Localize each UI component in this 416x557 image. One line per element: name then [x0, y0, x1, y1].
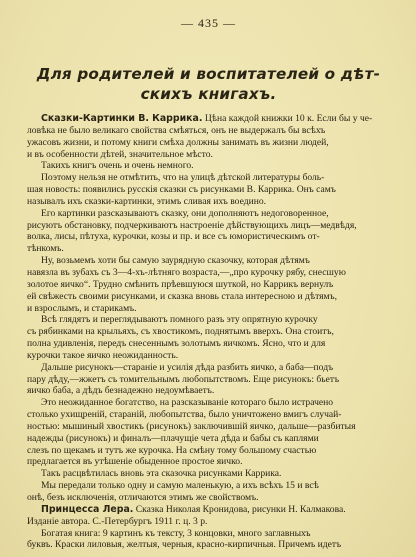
text-line: ей свѣжесть своими рисунками, и сказка вновь стала интересною и дѣтямъ,: [27, 290, 337, 302]
heading-line-2: скихъ книгахъ.: [140, 85, 277, 103]
text-line: Дальше рисунокъ—стараніе и усилія дѣда разбить яичко, а баба—подъ: [41, 361, 334, 373]
text-line: Всѣ глядятъ и переглядываютъ помного разъ эту опрятную курочку: [41, 314, 318, 326]
review-princess-lera: [27, 504, 390, 551]
review-title: Принцесса Лера.: [41, 503, 134, 515]
text-line: Его картинки разсказываютъ сказку, они дополняютъ недоговоренное,: [41, 207, 329, 219]
text-line: Поэтому нельзя не отмѣтить, что на улицѣ дѣтской литературы боль-: [41, 172, 325, 184]
text-line: ловѣка не было великаго свойства смѣяться, онъ не выдержалъ бы всѣхъ: [27, 124, 326, 136]
text-line: волка, лисы, пѣтуха, курочки, козы и пр. и все съ юмористическимъ от-: [27, 231, 320, 243]
text-line: буквъ. Краски лиловыя, желтыя, черныя, красно-кирпичныя. Причемъ идетъ: [27, 539, 342, 551]
text-line: Ну, возьмемъ хоти бы самую заурядную сказочку, которая дѣтямъ: [41, 255, 310, 267]
page-number: — 435 —: [181, 16, 236, 30]
review-title: Сказки-Картинки В. Каррика.: [41, 113, 203, 124]
text-line: навязла въ зубахъ съ 3—4-хъ-лѣтняго возраста,—„про курочку рябу, снесшую: [27, 266, 346, 278]
text-line: рисуютъ обстановку, подчеркиваютъ настроеніе дѣйствующихъ лицъ—медвѣдя,: [27, 219, 357, 231]
text-line: и въ особенности дѣтей, значительное мѣсто.: [27, 148, 213, 160]
review-first-line: Принцесса Лера. Сказка Николая Кронидова, рисунки Н. Калмакова.: [41, 503, 346, 515]
text-line: ужасовъ жизни, и потому книги смѣха должны занимать въ жизни людей,: [27, 136, 329, 148]
text-line: курочки такое яичко неожиданность.: [27, 349, 179, 361]
text-line: надежды (рисунокъ) и финалъ—плачущіе чета дѣда и бабы съ каплями: [27, 432, 319, 444]
text-line: Такъ расцвѣтилась вновь эта сказочка рисунками Каррика.: [41, 468, 282, 480]
text-line: полна удивленія, передъ снесеннымъ золотымъ яичкомъ. Ясно, что и для: [27, 338, 326, 350]
text-line: пару дѣду,—жжетъ съ томительнымъ любопытствомъ. Еще рисунокъ: бьетъ: [27, 373, 340, 385]
text-line: предлагается въ утѣшеніе обыденное простое яичко.: [27, 456, 243, 468]
review-first-line: Сказки-Картинки В. Каррика. Цѣна каждой книжки 10 к. Если бы у че-: [41, 113, 373, 124]
text-line: Это неожиданное богатство, на разсказываніе котораго было истрачено: [41, 397, 334, 409]
heading-line-1: Для родителей и воспитателей о дѣт-: [36, 65, 381, 83]
review-karrik: [27, 113, 390, 504]
text-line: Изданіе автора. С.-Петербургъ 1911 г. ц. 3 р.: [27, 515, 208, 527]
text-line: называлъ ихъ сказки-картинки, этимъ сливая ихъ воедино.: [27, 195, 267, 207]
text-line: слезъ по щекамъ и тутъ же курочка. На смѣну тому большому счастью: [27, 444, 317, 456]
text-line: Мы передали только одну и самую маленькую, а ихъ всѣхъ 15 и всѣ: [41, 480, 319, 492]
section-heading: [27, 64, 390, 104]
article-body: [27, 113, 390, 551]
text-line: золотое яичко“. Трудно смѣнить прѣевшуюся шуткой, но Каррикъ вернулъ: [27, 278, 334, 290]
text-line: шая новость: появились русскія сказки съ рисунками В. Каррика. Онъ самъ: [27, 184, 336, 196]
text-line: Богатая книга: 9 картинъ къ тексту, 3 концовки, много заглавныхъ: [41, 527, 311, 539]
text-line: столько ухищреній, стараній, любопытства, было уничтожено вмигъ случай-: [27, 409, 342, 421]
text-line: съ рябинками на крыльяхъ, съ хвостикомъ, поднятымъ вверхъ. Она стоитъ,: [27, 326, 334, 338]
text-line: яичко баба, а дѣдъ безнадежно недоумѣваетъ.: [27, 385, 215, 397]
text-line: тѣнкомъ.: [27, 243, 64, 255]
text-line: Такихъ книгъ очень и очень немного.: [41, 160, 194, 172]
text-line: онѣ, безъ исключенія, отличаются этимъ же свойствомъ.: [27, 492, 259, 503]
text-line: и взрослымъ, и старикамъ.: [27, 302, 137, 314]
text-line: ностью: мышиный хвостикъ (рисунокъ) заключившій яичко, дальше—разбитыя: [27, 420, 356, 432]
